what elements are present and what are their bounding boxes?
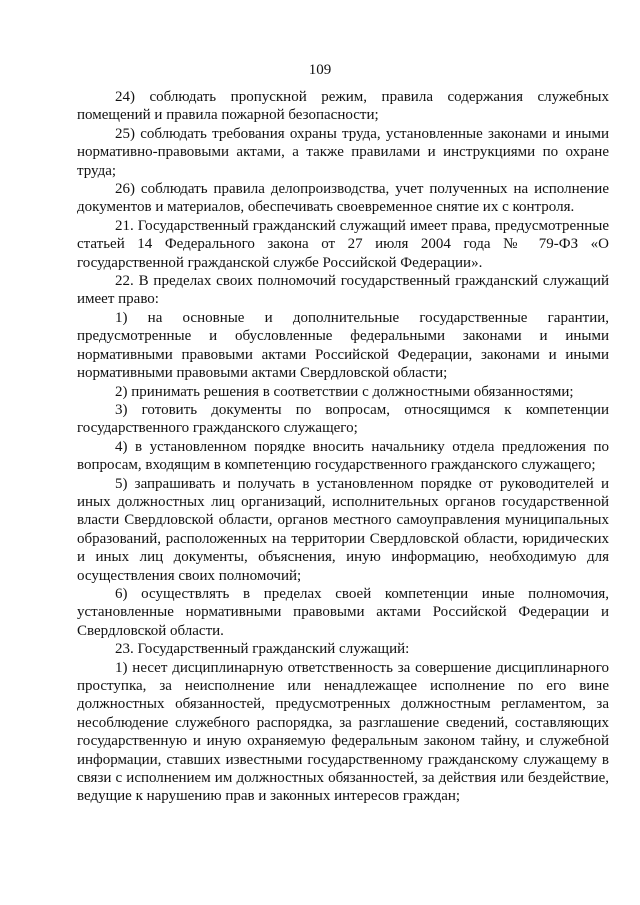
paragraph-right-2: 2) принимать решения в соответствии с должностными обязанностями; (115, 383, 574, 400)
paragraph-right-3: 3) готовить документы по вопросам, относящимся к компетенции государственного гражданского служащего; (77, 401, 609, 437)
document-body (77, 88, 609, 806)
paragraph-right-6: 6) осуществлять в пределах своей компетенции иные полномочия, установленные нормативными правовыми актами Российской Федерации и Свердловской области. (77, 585, 609, 639)
paragraph-section-23: 23. Государственный гражданский служащий: (115, 641, 410, 658)
page-number: 109 (308, 62, 332, 78)
paragraph-section-22: 22. В пределах своих полномочий государственный гражданский служащий имеет право: (77, 273, 609, 308)
paragraph-item-24: 24) соблюдать пропускной режим, правила содержания служебных помещений и правила пожарной безопасности; (77, 89, 609, 124)
paragraph-item-25: 25) соблюдать требования охраны труда, установленные законами и иными нормативно-правовыми актами, а также правилами и инструкциями по охране труда; (77, 125, 609, 179)
paragraph-right-4: 4) в установленном порядке вносить начальнику отдела предложения по вопросам, входящим в компетенцию государственного гражданского служащего; (77, 438, 609, 474)
paragraph-right-1: 1) на основные и дополнительные государственные гарантии, предусмотренные и обусловленные федеральными законами и иными нормативными правовыми актами Российской Федерации, законами и иными нормативными правовыми актами Свердловской области; (77, 309, 609, 382)
paragraph-item-26: 26) соблюдать правила делопроизводства, учет полученных на исполнение документов и материалов, обеспечивать своевременное снятие их с контроля. (77, 181, 609, 216)
paragraph-section-21: 21. Государственный гражданский служащий имеет права, предусмотренные статьей 14 Федерального закона от 27 июля 2004 года № 79-ФЗ «О государственной гражданской службе Российской Федерации». (77, 217, 609, 271)
paragraph-right-5: 5) запрашивать и получать в установленном порядке от руководителей и иных должностных лиц организаций, исполнительных органов государственной власти Свердловской области, органов местного самоуправления муниципальных образований, расположенных на территории Свердловской области, юридических и иных лиц документы, объяснения, иную информацию, необходимую для осуществления своих полномочий; (77, 475, 609, 584)
paragraph-responsibility-1: 1) несет дисциплинарную ответственность за совершение дисциплинарного проступка, за неисполнение или ненадлежащее исполнение по его вине должностных обязанностей, предусмотренных должностным регламентом, за несоблюдение служебного распорядка, за разглашение сведений, составляющих государственную и иную охраняемую федеральным законом тайну, и служебной информации, ставших известными государственному гражданскому служащему в связи с исполнением им должностных обязанностей, за действия или бездействие, ведущие к нарушению прав и законных интересов граждан; (77, 659, 609, 805)
